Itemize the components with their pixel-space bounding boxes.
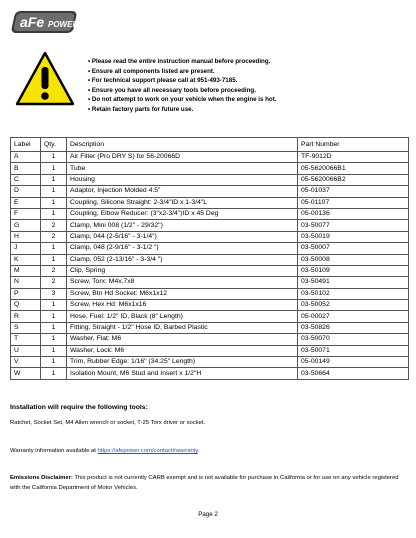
table-row bbox=[11, 357, 409, 368]
cell-label: C bbox=[11, 174, 41, 185]
cell-label: U bbox=[11, 345, 41, 356]
table-header-row bbox=[11, 138, 409, 152]
cell-part-number: 03-50664 bbox=[298, 368, 409, 379]
cell-part-number: 03-50019 bbox=[298, 231, 409, 242]
cell-description: Adaptor, Injection Molded 4.5" bbox=[67, 186, 298, 197]
cell-label: R bbox=[11, 311, 41, 322]
cell-qty: 1 bbox=[41, 345, 67, 356]
cell-part-number: 05-5620066B2 bbox=[298, 174, 409, 185]
table-row bbox=[11, 231, 409, 242]
cell-description: Screw, Hex Hd: M6x1x16 bbox=[67, 300, 298, 311]
cell-part-number: 05-00027 bbox=[298, 311, 409, 322]
cell-label: V bbox=[11, 357, 41, 368]
cell-label: A bbox=[11, 152, 41, 163]
afe-logo-graphic bbox=[8, 8, 80, 38]
notice-item: • For technical support please call at 951-493-7185. bbox=[88, 77, 238, 85]
cell-qty: 1 bbox=[41, 243, 67, 254]
header-qty: Qty. bbox=[41, 138, 67, 152]
cell-part-number: 03-50071 bbox=[298, 345, 409, 356]
cell-part-number: 03-50008 bbox=[298, 254, 409, 265]
table-row bbox=[11, 334, 409, 345]
header-part-number: Part Number bbox=[298, 138, 409, 152]
cell-description: Clamp, 052 (2-13/16" - 3-3/4 ") bbox=[67, 254, 298, 265]
table-row bbox=[11, 163, 409, 174]
cell-qty: 2 bbox=[41, 265, 67, 276]
notice-item: • Do not attempt to work on your vehicle when the engine is hot. bbox=[88, 96, 277, 104]
cell-label: M bbox=[11, 265, 41, 276]
notice-item: • Retain factory parts for future use. bbox=[88, 105, 194, 113]
cell-label: S bbox=[11, 322, 41, 333]
cell-description: Clip, Spring bbox=[67, 265, 298, 276]
notice-item: • Please read the entire instruction manual before proceeding. bbox=[88, 58, 271, 65]
cell-part-number: 03-50007 bbox=[298, 243, 409, 254]
cell-qty: 1 bbox=[41, 311, 67, 322]
cell-description: Clamp, 044 (2-5/16" - 3-1/4") bbox=[67, 231, 298, 242]
cell-description: Washer, Flat: M6 bbox=[67, 334, 298, 345]
logo-text-afe: aFe bbox=[20, 14, 45, 30]
cell-part-number: 03-50052 bbox=[298, 300, 409, 311]
cell-description: Clamp, Mini 008 (1/2" - 29/32") bbox=[67, 220, 298, 231]
table-row bbox=[11, 208, 409, 219]
afe-power-logo bbox=[8, 8, 80, 38]
warranty-link[interactable]: https://afepower.com/contact#warranty bbox=[97, 448, 198, 454]
cell-label: B bbox=[11, 163, 41, 174]
emissions-label: Emissions Disclaimer: bbox=[10, 475, 73, 481]
table-row bbox=[11, 186, 409, 197]
cell-label: K bbox=[11, 254, 41, 265]
table-row bbox=[11, 311, 409, 322]
tools-heading: Installation will require the following tools: bbox=[10, 404, 148, 411]
warranty-info bbox=[10, 448, 200, 454]
cell-label: P bbox=[11, 288, 41, 299]
cell-description: Tube bbox=[67, 163, 298, 174]
warranty-suffix: . bbox=[197, 448, 200, 454]
cell-qty: 1 bbox=[41, 197, 67, 208]
cell-description: Hose, Fuel: 1/2" ID, Black (8" Length) bbox=[67, 311, 298, 322]
cell-label: T bbox=[11, 334, 41, 345]
cell-label: E bbox=[11, 197, 41, 208]
cell-part-number: 03-50826 bbox=[298, 322, 409, 333]
cell-qty: 1 bbox=[41, 322, 67, 333]
table-row bbox=[11, 152, 409, 163]
cell-part-number: 03-50109 bbox=[298, 265, 409, 276]
safety-notices bbox=[88, 57, 408, 115]
cell-description: Screw, Btn Hd Socket: M6x1x12 bbox=[67, 288, 298, 299]
table-row bbox=[11, 220, 409, 231]
parts-table bbox=[10, 137, 409, 380]
cell-part-number: 05-00149 bbox=[298, 357, 409, 368]
cell-qty: 2 bbox=[41, 231, 67, 242]
cell-part-number: 05-01107 bbox=[298, 197, 409, 208]
table-row bbox=[11, 368, 409, 379]
cell-label: D bbox=[11, 186, 41, 197]
cell-qty: 1 bbox=[41, 186, 67, 197]
cell-description: Screw, Torx: M4x.7x8 bbox=[67, 277, 298, 288]
cell-part-number: 05-5620066B1 bbox=[298, 163, 409, 174]
notice-item: • Ensure all components listed are present. bbox=[88, 67, 215, 75]
notice-item: • Ensure you have all necessary tools before proceeding. bbox=[88, 86, 256, 94]
tools-list: Ratchet, Socket Set, M4 Allen wrench or socket, T-25 Torx driver or socket. bbox=[10, 420, 206, 426]
cell-description: Clamp, 048 (2-9/16" - 3-1/2 ") bbox=[67, 243, 298, 254]
table-row bbox=[11, 197, 409, 208]
table-row bbox=[11, 277, 409, 288]
cell-description: Fitting, Straight - 1/2" Hose ID, Barbed Plastic bbox=[67, 322, 298, 333]
cell-description: Housing bbox=[67, 174, 298, 185]
cell-qty: 1 bbox=[41, 357, 67, 368]
parts-table-body bbox=[11, 152, 409, 380]
cell-part-number: 03-50491 bbox=[298, 277, 409, 288]
warranty-prefix: Warranty information available at bbox=[10, 448, 98, 454]
cell-part-number: 05-00136 bbox=[298, 208, 409, 219]
header-description: Description bbox=[67, 138, 298, 152]
table-row bbox=[11, 174, 409, 185]
table-row bbox=[11, 322, 409, 333]
table-row bbox=[11, 288, 409, 299]
table-row bbox=[11, 265, 409, 276]
cell-label: H bbox=[11, 231, 41, 242]
cell-description: Washer, Lock: M6 bbox=[67, 345, 298, 356]
cell-qty: 1 bbox=[41, 254, 67, 265]
cell-qty: 1 bbox=[41, 174, 67, 185]
cell-part-number: 03-50077 bbox=[298, 220, 409, 231]
cell-qty: 2 bbox=[41, 220, 67, 231]
cell-qty: 3 bbox=[41, 288, 67, 299]
cell-qty: 1 bbox=[41, 368, 67, 379]
cell-description: Air Filter (Pro DRY S) for 56-20066D bbox=[67, 152, 298, 163]
emissions-disclaimer bbox=[10, 474, 410, 493]
table-row bbox=[11, 345, 409, 356]
cell-description: Trim, Rubber Edge: 1/16" (34.25" Length) bbox=[67, 357, 298, 368]
header-label: Label bbox=[11, 138, 41, 152]
table-row bbox=[11, 300, 409, 311]
cell-qty: 1 bbox=[41, 300, 67, 311]
cell-description: Coupling, Silicone Straight: 2-3/4"ID x 1-3/4"L bbox=[67, 197, 298, 208]
cell-label: F bbox=[11, 208, 41, 219]
cell-description: Isolation Mount, M6 Stud and Insert x 1/2"H bbox=[67, 368, 298, 379]
cell-label: N bbox=[11, 277, 41, 288]
emissions-text: This product is not currently CARB exempt and is not available for purchase in California or for use on any vehicle registered with the California Department of Motor Vehicles. bbox=[10, 475, 399, 491]
cell-description: Coupling, Elbow Reducer: (3"x2-3/4")ID x 45 Deg bbox=[67, 208, 298, 219]
cell-label: G bbox=[11, 220, 41, 231]
page-number: Page 2 bbox=[198, 511, 218, 518]
cell-part-number: 05-01037 bbox=[298, 186, 409, 197]
table-row bbox=[11, 243, 409, 254]
cell-part-number: TF-9012D bbox=[298, 152, 409, 163]
cell-qty: 1 bbox=[41, 334, 67, 345]
cell-qty: 1 bbox=[41, 208, 67, 219]
warning-triangle-icon bbox=[14, 50, 76, 108]
cell-qty: 2 bbox=[41, 277, 67, 288]
logo-text-power: POWER bbox=[48, 20, 79, 29]
cell-qty: 1 bbox=[41, 163, 67, 174]
cell-part-number: 03-50102 bbox=[298, 288, 409, 299]
cell-label: Q bbox=[11, 300, 41, 311]
cell-part-number: 03-50070 bbox=[298, 334, 409, 345]
table-row bbox=[11, 254, 409, 265]
cell-label: J bbox=[11, 243, 41, 254]
cell-label: W bbox=[11, 368, 41, 379]
cell-qty: 1 bbox=[41, 152, 67, 163]
